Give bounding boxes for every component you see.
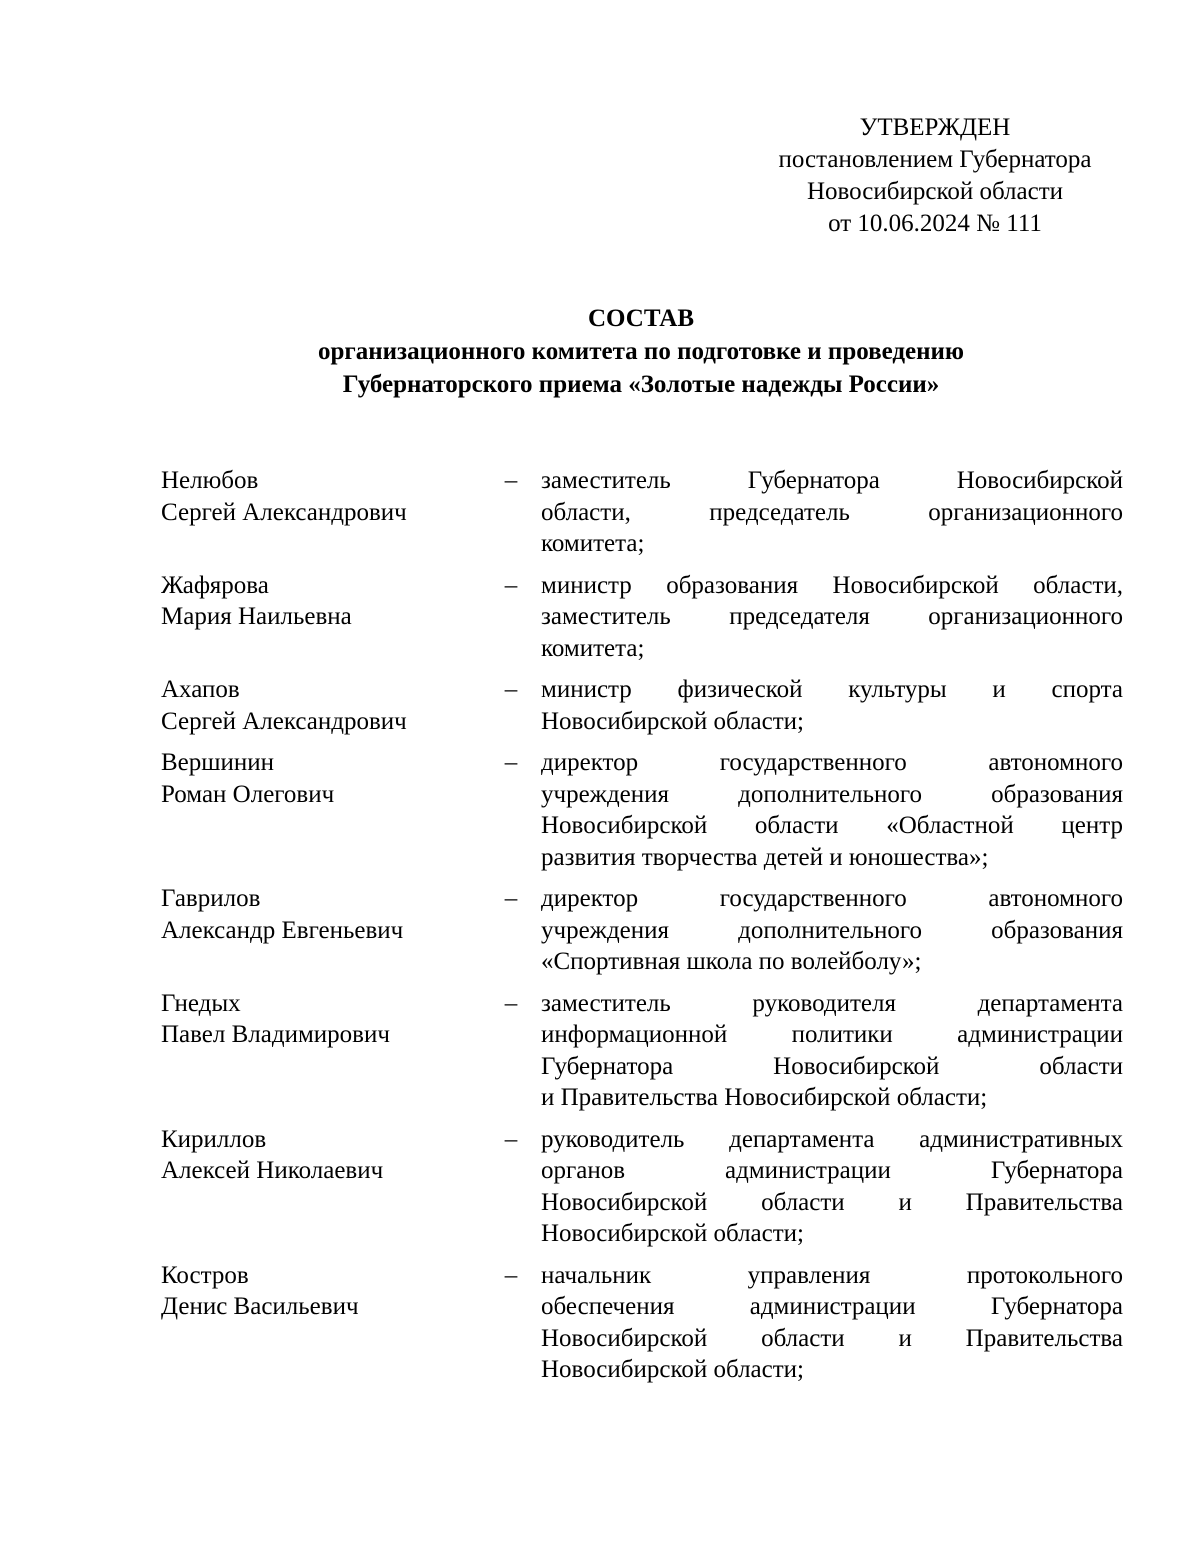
member-dash-separator: – — [504, 467, 518, 494]
member-name — [161, 988, 491, 1051]
member-role-line: учреждения дополнительного образования — [541, 916, 1123, 944]
member-given-names: Александр Евгеньевич — [161, 916, 404, 944]
approval-stamp — [700, 112, 1170, 240]
member-role — [541, 988, 1123, 1114]
member-dash-separator: – — [504, 1261, 518, 1289]
member-row — [161, 988, 1123, 1114]
member-role — [541, 674, 1123, 737]
member-dash-separator: – — [504, 885, 518, 912]
approval-line-date-number: от 10.06.2024 № 111 — [828, 210, 1042, 237]
member-dash-separator: – — [504, 571, 518, 599]
approval-line-region: Новосибирской области — [806, 178, 1064, 205]
member-role — [541, 570, 1123, 665]
document-heading — [0, 302, 1200, 401]
member-row — [161, 570, 1123, 665]
member-row — [161, 1260, 1123, 1386]
member-name — [161, 674, 491, 737]
member-role-line: Губернатора Новосибирской области — [541, 1052, 1123, 1080]
member-dash-separator: – — [504, 749, 518, 776]
member-role-line: Новосибирской области; — [541, 1220, 805, 1247]
member-role-line: «Спортивная школа по волейболу»; — [541, 948, 922, 975]
member-given-names: Мария Наильевна — [161, 603, 352, 630]
committee-members-list — [161, 465, 1123, 1396]
member-role-line: руководитель департамента административных — [541, 1125, 1123, 1153]
member-role-line: Новосибирской области «Областной центр — [541, 812, 1123, 839]
member-surname: Гнедых — [161, 989, 241, 1017]
member-role-line: Новосибирской области и Правительства — [541, 1324, 1123, 1352]
member-surname: Кириллов — [161, 1125, 267, 1153]
member-row — [161, 674, 1123, 737]
approval-line-decree: постановлением Губернатора — [778, 146, 1092, 173]
member-name — [161, 570, 491, 633]
member-given-names: Алексей Николаевич — [161, 1157, 384, 1184]
member-role-line: министр образования Новосибирской области, — [541, 571, 1123, 599]
member-role — [541, 465, 1123, 560]
member-surname: Жафярова — [161, 571, 269, 599]
member-name — [161, 465, 491, 528]
member-role-line: развития творчества детей и юношества»; — [541, 843, 989, 871]
member-role — [541, 883, 1123, 978]
member-role-line: учреждения дополнительного образования — [541, 780, 1123, 808]
member-role — [541, 747, 1123, 873]
member-role-line: директор государственного автономного — [541, 749, 1123, 776]
member-role-line: комитета; — [541, 530, 645, 557]
member-role-line: Новосибирской области; — [541, 707, 805, 735]
member-surname: Ахапов — [161, 676, 240, 703]
member-row — [161, 883, 1123, 978]
member-row — [161, 465, 1123, 560]
member-row — [161, 1124, 1123, 1250]
member-given-names: Сергей Александрович — [161, 498, 407, 526]
member-role-line: обеспечения администрации Губернатора — [541, 1293, 1123, 1320]
member-role-line: информационной политики администрации — [541, 1021, 1123, 1048]
member-role-line: министр физической культуры и спорта — [541, 676, 1123, 703]
member-role-line: области, председатель организационного — [541, 498, 1123, 526]
member-role-line: директор государственного автономного — [541, 885, 1123, 912]
member-given-names: Денис Васильевич — [161, 1293, 359, 1320]
member-row — [161, 747, 1123, 873]
member-name — [161, 747, 491, 810]
member-role-line: комитета; — [541, 634, 645, 662]
member-dash-separator: – — [504, 676, 518, 703]
member-name — [161, 1124, 491, 1187]
member-role — [541, 1124, 1123, 1250]
member-role — [541, 1260, 1123, 1386]
member-surname: Костров — [161, 1261, 249, 1289]
member-role-line: заместитель руководителя департамента — [541, 989, 1123, 1017]
member-given-names: Павел Владимирович — [161, 1021, 390, 1048]
member-dash-separator: – — [504, 1125, 518, 1153]
approval-title: УТВЕРЖДЕН — [859, 114, 1011, 141]
member-name — [161, 883, 491, 946]
heading-subtitle-1: организационного комитета по подготовке и проведению — [317, 338, 965, 365]
member-role-line: Новосибирской области; — [541, 1356, 805, 1383]
member-role-line: органов администрации Губернатора — [541, 1157, 1123, 1184]
member-surname: Нелюбов — [161, 467, 259, 494]
member-role-line: заместитель председателя организационного — [541, 603, 1123, 630]
member-role-line: заместитель Губернатора Новосибирской — [541, 467, 1123, 494]
member-name — [161, 1260, 491, 1323]
member-role-line: и Правительства Новосибирской области; — [541, 1084, 988, 1111]
member-given-names: Роман Олегович — [161, 780, 335, 808]
member-dash-separator: – — [504, 989, 518, 1017]
member-surname: Гаврилов — [161, 885, 261, 912]
heading-title: СОСТАВ — [587, 305, 695, 332]
member-given-names: Сергей Александрович — [161, 707, 407, 735]
member-role-line: Новосибирской области и Правительства — [541, 1188, 1123, 1216]
member-role-line: начальник управления протокольного — [541, 1261, 1123, 1289]
heading-subtitle-2: Губернаторского приема «Золотые надежды России» — [342, 371, 940, 398]
member-surname: Вершинин — [161, 749, 275, 776]
